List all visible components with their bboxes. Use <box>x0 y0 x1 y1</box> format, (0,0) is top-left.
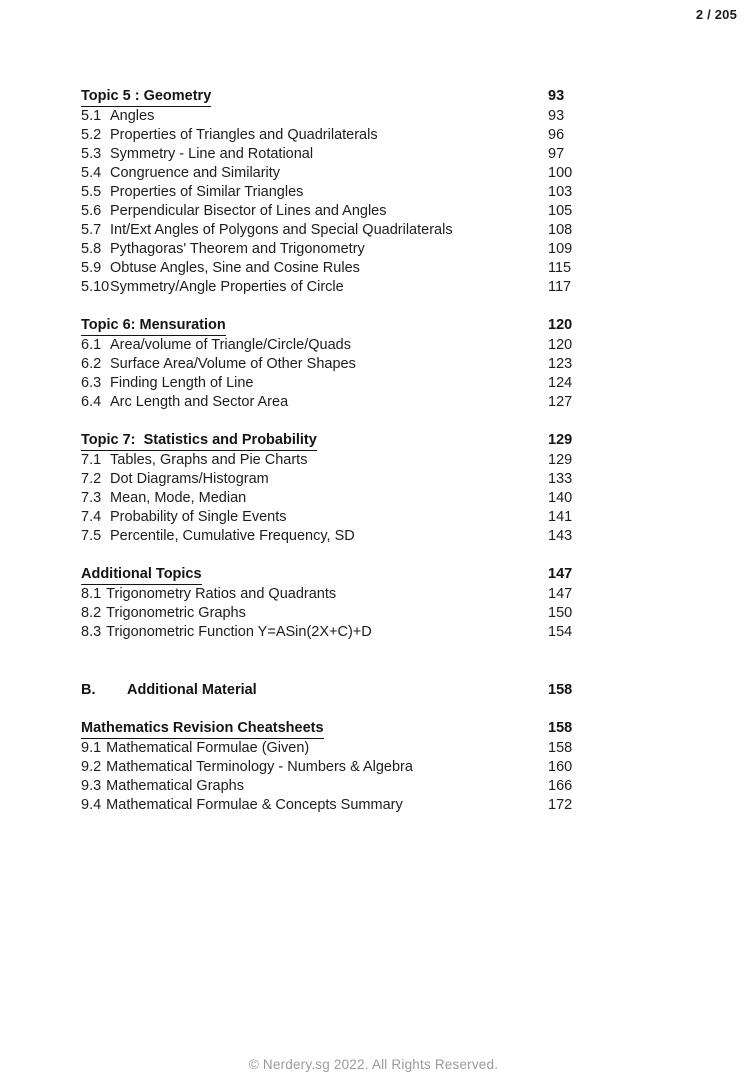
toc-item-number: 6.4 <box>81 394 102 410</box>
toc-item-number: 7.4 <box>81 509 102 525</box>
toc-section-heading <box>81 316 548 336</box>
toc-item-title: Area/volume of Triangle/Circle/Quads <box>110 337 351 353</box>
toc-item-title: Angles <box>110 108 155 124</box>
toc-section-title: Additional Material <box>127 682 257 698</box>
toc-item-number: 6.1 <box>81 337 102 353</box>
toc-section-title: Topic 5 : Geometry <box>81 87 211 107</box>
toc-item-number: 5.6 <box>81 203 102 219</box>
toc-item-page-number: 147 <box>548 586 573 602</box>
toc-item-number: 9.1 <box>81 740 102 756</box>
toc-section-title: Topic 6: Mensuration <box>81 316 226 336</box>
toc-item <box>81 336 548 355</box>
toc-item-page-number: 143 <box>548 528 573 544</box>
toc-item <box>81 126 548 145</box>
toc-row <box>81 183 721 202</box>
toc-item-page-number: 166 <box>548 778 573 794</box>
toc-item-number: 6.2 <box>81 356 102 372</box>
toc-item-title: Pythagoras' Theorem and Trigonometry <box>110 241 365 257</box>
toc-item-number: 5.10 <box>81 279 110 295</box>
toc-item-title: Arc Length and Sector Area <box>110 394 289 410</box>
toc-section-items <box>81 585 721 642</box>
toc-item-page-number: 109 <box>548 241 573 257</box>
toc-item-number: 7.1 <box>81 452 102 468</box>
toc-item-page-number: 141 <box>548 509 573 525</box>
toc-section-heading-row <box>81 565 721 585</box>
toc-row <box>81 126 721 145</box>
toc-item-title: Mathematical Terminology - Numbers & Algebra <box>106 759 413 775</box>
toc-item-number: 9.3 <box>81 778 102 794</box>
toc-item <box>81 508 548 527</box>
toc-item <box>81 107 548 126</box>
toc-item-page-number: 120 <box>548 337 573 353</box>
toc-section-page-number: 129 <box>548 432 573 448</box>
toc-row <box>81 355 721 374</box>
toc-item <box>81 623 548 642</box>
toc-item-title: Congruence and Similarity <box>110 165 281 181</box>
toc-item-number: 8.2 <box>81 605 102 621</box>
toc-section-heading <box>81 431 548 451</box>
toc-item <box>81 221 548 240</box>
toc-item <box>81 527 548 546</box>
toc-section-prefix: B. <box>81 682 96 698</box>
toc-item-title: Symmetry - Line and Rotational <box>110 146 314 162</box>
toc-section <box>81 719 721 815</box>
toc-section-items <box>81 107 721 297</box>
toc-section <box>81 316 721 412</box>
toc-section-heading <box>81 87 548 107</box>
toc-item-page-number: 96 <box>548 127 565 143</box>
toc-row <box>81 508 721 527</box>
toc-item-page-number: 97 <box>548 146 565 162</box>
toc-row <box>81 278 721 297</box>
toc-item-title: Obtuse Angles, Sine and Cosine Rules <box>110 260 360 276</box>
toc-section-heading-row <box>81 719 721 739</box>
toc-section-page-number: 158 <box>548 682 573 698</box>
toc-section-heading-row <box>81 316 721 336</box>
toc-item <box>81 451 548 470</box>
toc-item-title: Mathematical Graphs <box>106 778 244 794</box>
toc-row <box>81 107 721 126</box>
toc-item-number: 7.5 <box>81 528 102 544</box>
toc-row <box>81 758 721 777</box>
toc-row <box>81 585 721 604</box>
toc-section <box>81 431 721 546</box>
toc-item <box>81 393 548 412</box>
toc-item <box>81 145 548 164</box>
toc-item-title: Tables, Graphs and Pie Charts <box>110 452 308 468</box>
toc-item-number: 6.3 <box>81 375 102 391</box>
toc-item-page-number: 105 <box>548 203 573 219</box>
toc-item <box>81 374 548 393</box>
toc-row <box>81 164 721 183</box>
toc-item-page-number: 93 <box>548 108 565 124</box>
toc-row <box>81 777 721 796</box>
toc-row <box>81 336 721 355</box>
toc-row <box>81 259 721 278</box>
toc-section-heading <box>81 681 548 700</box>
toc-item-number: 9.4 <box>81 797 102 813</box>
toc-item <box>81 585 548 604</box>
toc-row <box>81 796 721 815</box>
page-indicator: 2 / 205 <box>695 7 737 22</box>
toc-item-number: 8.1 <box>81 586 102 602</box>
toc-item-number: 5.2 <box>81 127 102 143</box>
toc-item-page-number: 129 <box>548 452 573 468</box>
toc-section-items <box>81 336 721 412</box>
toc-item-number: 8.3 <box>81 624 102 640</box>
toc-item <box>81 202 548 221</box>
toc-row <box>81 374 721 393</box>
toc-item <box>81 240 548 259</box>
toc-item-number: 5.7 <box>81 222 102 238</box>
toc-item-title: Properties of Triangles and Quadrilaterals <box>110 127 378 143</box>
toc-item <box>81 489 548 508</box>
toc-item <box>81 164 548 183</box>
toc-section-page-number: 158 <box>548 720 573 736</box>
toc-section <box>81 87 721 297</box>
copyright-footer: © Nerdery.sg 2022. All Rights Reserved. <box>248 1057 499 1072</box>
toc-item-page-number: 124 <box>548 375 573 391</box>
table-of-contents <box>81 87 721 815</box>
toc-item-title: Trigonometric Function Y=ASin(2X+C)+D <box>106 624 372 640</box>
toc-row <box>81 527 721 546</box>
toc-item-page-number: 158 <box>548 740 573 756</box>
toc-item-number: 5.8 <box>81 241 102 257</box>
toc-row <box>81 739 721 758</box>
toc-section-page-number: 147 <box>548 566 573 582</box>
toc-item-title: Symmetry/Angle Properties of Circle <box>110 279 344 295</box>
toc-section-page-number: 93 <box>548 88 565 104</box>
toc-item <box>81 259 548 278</box>
toc-item-page-number: 103 <box>548 184 573 200</box>
toc-item-number: 7.3 <box>81 490 102 506</box>
toc-item-title: Mean, Mode, Median <box>110 490 247 506</box>
toc-item-title: Finding Length of Line <box>110 375 254 391</box>
toc-item-number: 5.3 <box>81 146 102 162</box>
toc-item-number: 7.2 <box>81 471 102 487</box>
toc-section-title: Mathematics Revision Cheatsheets <box>81 719 324 739</box>
toc-section-items <box>81 739 721 815</box>
toc-item-page-number: 172 <box>548 797 573 813</box>
toc-section-items <box>81 451 721 546</box>
toc-item-title: Int/Ext Angles of Polygons and Special Quadrilaterals <box>110 222 453 238</box>
toc-item <box>81 183 548 202</box>
toc-section-page-number: 120 <box>548 317 573 333</box>
toc-row <box>81 145 721 164</box>
toc-item-title: Trigonometry Ratios and Quadrants <box>106 586 337 602</box>
toc-item-page-number: 154 <box>548 624 573 640</box>
toc-item-number: 9.2 <box>81 759 102 775</box>
toc-row <box>81 451 721 470</box>
toc-item-page-number: 123 <box>548 356 573 372</box>
toc-item-page-number: 115 <box>548 260 572 276</box>
toc-item-page-number: 100 <box>548 165 573 181</box>
toc-row <box>81 604 721 623</box>
toc-item-number: 5.9 <box>81 260 102 276</box>
toc-row <box>81 240 721 259</box>
toc-item-title: Trigonometric Graphs <box>106 605 246 621</box>
toc-row <box>81 470 721 489</box>
toc-item-title: Mathematical Formulae (Given) <box>106 740 310 756</box>
toc-item-title: Dot Diagrams/Histogram <box>110 471 269 487</box>
toc-row <box>81 221 721 240</box>
toc-section <box>81 565 721 642</box>
toc-row <box>81 489 721 508</box>
toc-item <box>81 777 548 796</box>
toc-section <box>81 681 721 700</box>
toc-section-heading <box>81 719 548 739</box>
toc-item <box>81 470 548 489</box>
toc-item-title: Surface Area/Volume of Other Shapes <box>110 356 356 372</box>
toc-item-number: 5.5 <box>81 184 102 200</box>
toc-item-page-number: 108 <box>548 222 573 238</box>
toc-section-heading-row <box>81 87 721 107</box>
toc-item-title: Mathematical Formulae & Concepts Summary <box>106 797 403 813</box>
toc-item <box>81 796 548 815</box>
toc-item-title: Probability of Single Events <box>110 509 287 525</box>
toc-section-title: Additional Topics <box>81 565 202 585</box>
toc-item <box>81 278 548 297</box>
toc-item <box>81 604 548 623</box>
toc-item-title: Properties of Similar Triangles <box>110 184 304 200</box>
toc-item-page-number: 140 <box>548 490 573 506</box>
toc-section-heading-row <box>81 431 721 451</box>
toc-item <box>81 355 548 374</box>
toc-item-number: 5.1 <box>81 108 102 124</box>
toc-item <box>81 739 548 758</box>
toc-row <box>81 393 721 412</box>
toc-item-title: Percentile, Cumulative Frequency, SD <box>110 528 355 544</box>
toc-item-page-number: 117 <box>548 279 572 295</box>
toc-item-title: Perpendicular Bisector of Lines and Angles <box>110 203 387 219</box>
toc-section-title: Topic 7: Statistics and Probability <box>81 431 317 451</box>
toc-section-heading <box>81 565 548 585</box>
toc-item-page-number: 150 <box>548 605 573 621</box>
toc-row <box>81 202 721 221</box>
toc-item-page-number: 133 <box>548 471 573 487</box>
toc-row <box>81 623 721 642</box>
toc-section-heading-row <box>81 681 721 700</box>
toc-item-page-number: 160 <box>548 759 573 775</box>
toc-item-page-number: 127 <box>548 394 573 410</box>
toc-item-number: 5.4 <box>81 165 102 181</box>
toc-item <box>81 758 548 777</box>
